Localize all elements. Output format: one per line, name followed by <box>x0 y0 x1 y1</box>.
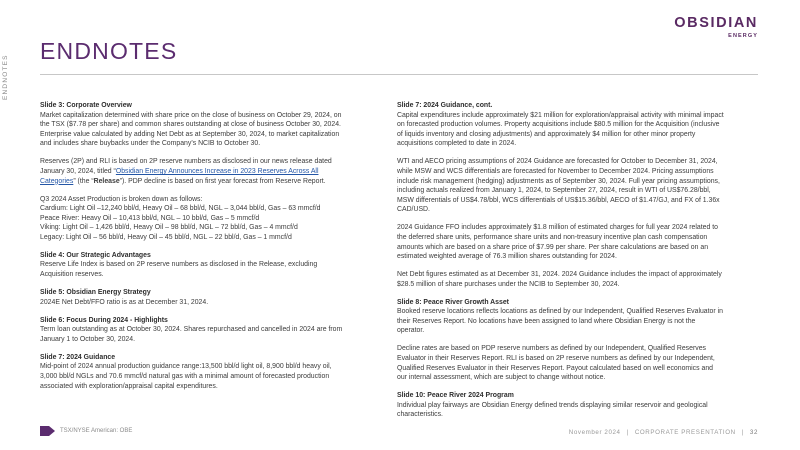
note-line: Peace River: Heavy Oil – 10,413 bbl/d, NGL – 10 bbl/d, Gas – 5 mmcf/d <box>40 214 260 222</box>
note-line: associated with exploration/appraisal capital expenditures. <box>40 382 218 390</box>
note-line: Legacy: Light Oil – 56 bbl/d, Heavy Oil – 45 bbl/d, NGL – 22 bbl/d, Gas – 1 mmcf/d <box>40 233 292 241</box>
footer-presentation: CORPORATE PRESENTATION <box>634 429 736 436</box>
footer-ticker: TSX/NYSE American: OBE <box>60 428 133 434</box>
note-line: our internal assessment, which are subject to change without notice. <box>397 374 606 382</box>
note-line: 3,000 bbl/d NGLs and 70.6 mmcf/d natural gas with a minimal amount of forecasted production <box>40 373 330 380</box>
note-line: the deferred share units, performance share units and non-treasury incentive plan cash compensation <box>397 233 708 241</box>
company-logo <box>674 16 758 39</box>
side-section-label: ENDNOTES <box>2 54 9 100</box>
note-line: of liquids inventory and closing adjustments) and approximately $4 million for other minor property <box>397 130 696 138</box>
section-title: Slide 7: 2024 Guidance, cont. <box>397 102 493 109</box>
note-line: estimated weighted average of 76.3 million shares outstanding for 2024. <box>397 253 617 261</box>
footer-separator: | <box>626 429 629 436</box>
note-line: Evaluator in their Reserves Report. RLI is based on 2P reserve numbers as defined by our Independent, <box>397 355 715 363</box>
note-line: Term loan outstanding as at October 30, 2024. Shares repurchased and cancelled in 2024 are from <box>40 326 343 334</box>
endnote-net-debt <box>397 270 763 289</box>
endnote-slide-7-cont <box>397 101 763 149</box>
note-line: Booked reserve locations reflects locations as defined by our Independent, Qualified Reserves Evaluator in <box>397 308 723 316</box>
note-text: January 30, 2024, titled “ <box>40 167 116 175</box>
note-line: Reserves (2P) and RLI is based on 2P reserve numbers as disclosed in our news release dated <box>40 158 332 166</box>
news-release-link-cont[interactable]: Categories <box>40 177 74 185</box>
endnote-slide-4 <box>40 251 400 280</box>
note-line: January 1 to October 30, 2024. <box>40 335 135 343</box>
endnote-slide-3 <box>40 101 400 149</box>
section-title: Slide 5: Obsidian Energy Strategy <box>40 289 151 297</box>
note-line: Reserve Life Index is based on 2P reserve numbers as disclosed in the Release, excluding <box>40 261 318 269</box>
note-line: Qualified Reserves Evaluator in their Reserves Report. Payout calculated based on well economics and <box>397 364 713 372</box>
note-line: Capital expenditures include approximately $21 million for exploration/appraisal activity with minimal impact <box>397 111 724 119</box>
note-line: Decline rates are based on PDP reserve numbers as defined by our Independent, Qualified Reserves <box>397 345 706 353</box>
section-title: Slide 7: 2024 Guidance <box>40 353 116 361</box>
note-line: Enterprise value calculated by adding Net Debt as at September 30, 2024, to market capitalization <box>40 130 340 138</box>
endnote-slide-7 <box>40 353 400 391</box>
note-line: WTI and AECO pricing assumptions of 2024 Guidance are forecasted for October to December 31, 2024, <box>397 158 718 166</box>
note-line: Market capitalization determined with share price on the close of business on October 29, 2024, on <box>40 111 342 119</box>
endnote-asset-production <box>40 195 400 243</box>
note-line: their Reserves Report. No locations have been assigned to land where Obsidian Energy is not the <box>397 317 696 325</box>
note-line: MSW differentials of US$4.78/bbl, WCS differentials of US$15.36/bbl, AECO of $1.47/GJ, and FX of 1.36x <box>397 196 720 204</box>
note-line: acquisitions completed to date in 2024. <box>397 140 517 148</box>
endnote-decline-rates <box>397 344 763 382</box>
note-line: Q3 2024 Asset Production is broken down as follows: <box>40 195 203 203</box>
note-line: while MSW and WCS differentials are forecasted for November to December 2024. Pricing assumptions <box>397 167 714 175</box>
footer-meta <box>569 429 758 436</box>
note-line: $28.5 million of share purchases under the NCIB to September 30, 2024. <box>397 280 620 288</box>
endnote-slide-10 <box>397 391 763 420</box>
arrow-flag-icon <box>40 426 55 436</box>
left-column <box>40 101 400 400</box>
note-line: CAD/USD. <box>397 206 430 214</box>
endnote-slide-6 <box>40 316 400 345</box>
section-title: Slide 6: Focus During 2024 - Highlights <box>40 316 168 324</box>
footer-date: November 2024 <box>568 429 621 436</box>
note-line: 2024 Guidance FFO includes approximately $1.8 million of estimated charges for full year 2024 related to <box>397 224 718 232</box>
logo-wordmark: OBSIDIAN <box>674 15 758 31</box>
note-line: operator. <box>397 327 425 335</box>
note-text: ”). PDP decline is based on first year forecast from Reserve Report. <box>119 177 326 185</box>
note-line: Individual play fairways are Obsidian Energy defined trends displaying similar reservoir and geological <box>397 401 708 409</box>
note-line: the TSX ($7.78 per share) and common shares outstanding at close of business October 30, 2024. <box>40 121 341 129</box>
note-line: and includes share buybacks under the Company’s NCIB to October 30. <box>40 140 261 148</box>
page-number: 32 <box>749 429 758 436</box>
endnote-reserves <box>40 157 400 186</box>
section-title: Slide 8: Peace River Growth Asset <box>397 298 509 306</box>
note-line: Viking: Light Oil – 1,426 bbl/d, Heavy Oil – 98 bbl/d, NGL – 72 bbl/d, Gas – 4 mmcf/d <box>40 224 298 232</box>
endnote-slide-8 <box>397 298 763 336</box>
endnote-ffo <box>397 223 763 261</box>
news-release-link[interactable]: Obsidian Energy Announces Increase in 2023 Reserves Across All <box>115 167 319 175</box>
note-line <box>40 167 400 177</box>
note-line: Mid-point of 2024 annual production guidance range:13,500 bbl/d light oil, 8,900 bbl/d heavy oil, <box>40 363 332 371</box>
note-text: ” (the “ <box>73 177 94 185</box>
note-line: 2024E Net Debt/FFO ratio is as at December 31, 2024. <box>40 298 209 306</box>
note-line: Acquisition reserves. <box>40 271 104 279</box>
section-title: Slide 3: Corporate Overview <box>40 102 132 109</box>
release-term: Release <box>93 177 120 185</box>
note-line <box>40 177 400 187</box>
note-line: on forecasted production volumes. Property acquisitions include $80.5 million for the Acquisition (inclusive <box>397 121 720 129</box>
footer-separator: | <box>741 429 744 436</box>
note-line: include risk management (hedging) adjustments as of September 30, 2024. Full year pricing assumptions, <box>397 177 720 185</box>
note-line: characteristics. <box>397 411 443 419</box>
page-title: ENDNOTES <box>40 38 178 64</box>
endnote-slide-5 <box>40 288 400 307</box>
section-title: Slide 10: Peace River 2024 Program <box>397 392 514 400</box>
logo-subtitle: ENERGY <box>728 32 758 39</box>
footer-ticker-area <box>40 424 132 438</box>
section-title: Slide 4: Our Strategic Advantages <box>40 251 151 259</box>
endnote-pricing <box>397 157 763 215</box>
note-line: Cardium: Light Oil –12,240 bbl/d, Heavy Oil – 68 bbl/d, NGL – 3,044 bbl/d, Gas – 63 mmcf/d <box>40 205 321 213</box>
title-divider <box>40 74 758 75</box>
note-line: including actuals realized from January 1, 2024, to September 27, 2024, result in WTI of US$76.28/bbl, <box>397 187 711 195</box>
right-column <box>397 101 763 428</box>
note-line: amounts which are based on a share price of $7.99 per share. Per share calculations are based on an <box>397 243 709 251</box>
note-line: Net Debt figures estimated as at December 31, 2024. 2024 Guidance includes the impact of approximately <box>397 271 722 279</box>
